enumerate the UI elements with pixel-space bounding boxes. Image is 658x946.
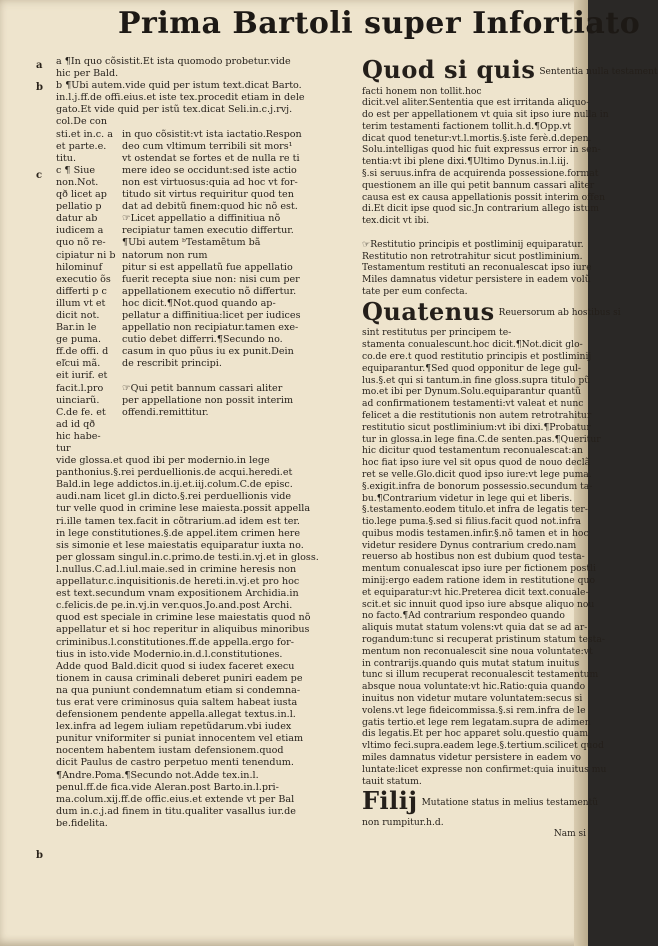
text-line: ¶Andre.Poma.¶Secundo not.Adde tex.in.l. — [56, 769, 259, 781]
text-line: b ¶Ubi autem.vide quid per istum text.dicat Barto. — [56, 80, 302, 92]
text-line: sti.et in.c. a — [56, 128, 113, 140]
text-line: tunc si illum recuperat reconualescit testamentum — [362, 669, 599, 681]
rubric-word: Filij — [362, 786, 418, 816]
text-line: no facto.¶Ad contrarium respondeo quando — [362, 610, 565, 622]
text-line: titu. — [56, 152, 77, 164]
text-line: ☞Licet appellatio a diffinitiua nõ — [122, 213, 281, 225]
text-line: mentum conualescat ipso iure per fictionem postli — [362, 563, 596, 575]
text-line: nocentem habentem iustam defensionem.quod — [56, 745, 284, 757]
left-column — [56, 56, 356, 830]
page-title: Prima Bartoli super Infortiato — [118, 6, 641, 41]
left-intro — [56, 56, 356, 129]
text-line: causa est ex causa appellationis possit interim offen — [362, 191, 606, 203]
text-line: Adde quod Bald.dicit quod si iudex faceret execu — [56, 660, 295, 672]
rubric-note: Reuersorum ab hostibus si — [498, 308, 621, 319]
text-line: casum in quo pũus iu ex punit.Dein — [122, 346, 294, 358]
rubric-quod-si-quis — [362, 55, 658, 85]
rubric-quatenus — [362, 296, 621, 327]
text-line: Bald.in lege addictos.in.ij.et.iij.colum.C.de episc. — [56, 479, 293, 491]
text-line: non est virtuosus:quia ad hoc vt for- — [122, 176, 298, 188]
text-line: appellatur et si hoc reperitur in aliquibus minoribus — [56, 624, 310, 636]
text-line: hic dicitur quod testamentum reconualescat:an — [362, 445, 583, 457]
text-line: tur velle quod in crimine lese maiesta.possit appella — [56, 503, 311, 515]
text-line: ad confirmationem testamenti:vt valeat et nunc — [362, 398, 584, 410]
left-lower-commentary — [56, 455, 356, 830]
right-block-1 — [362, 85, 609, 251]
text-line: scit.et sic innuit quod ipso iure absque aliquo nou — [362, 598, 595, 610]
text-line: penul.ff.de fica.vide Aleran.post Barto.in.l.pri- — [56, 781, 279, 793]
text-line: luntate:licet expresse non confirmet:quia inuitus mu — [362, 763, 607, 775]
margin-mark: c — [36, 170, 43, 181]
text-line: tius in isto.vide Modernio.in.d.l.constitutiones. — [56, 648, 283, 660]
text-line: defensionem pendente appella.allegat textus.in.l. — [56, 709, 296, 721]
text-line: dum in.c.j.ad finem in titu.qualiter vasallus iur.de — [56, 805, 296, 817]
right-block-3 — [362, 327, 607, 787]
marginal-gloss — [56, 129, 118, 456]
text-line: executio õs — [56, 273, 111, 285]
text-line: l.nullus.C.ad.l.iul.maie.sed in crimine heresis non — [56, 563, 297, 575]
text-line: per appellatione non possit interim — [122, 394, 294, 406]
text-line: eľcui mã. — [56, 358, 101, 370]
text-line: in.l.j.ff.de offi.eius.et iste tex.procedit etiam in dele — [56, 92, 305, 104]
text-line: quo nõ re- — [56, 237, 106, 249]
text-line: hic habe- — [56, 430, 101, 442]
text-line: Testamentum restituti an reconualescat ipso iure — [362, 262, 592, 274]
text-line: dicit Paulus de castro perpetuo menti tenendum. — [56, 757, 294, 769]
text-line: deo cum vltimum terribili sit mors¹ — [122, 140, 293, 152]
text-line: fuerit recepta siue non: nisi cum per — [122, 273, 300, 285]
text-line: est text.secundum vnam expositionem Archidia.in — [56, 588, 299, 600]
text-line: ge puma. — [56, 334, 102, 346]
text-line: na qua puniunt condemnatum etiam si condemna- — [56, 684, 301, 696]
text-line: panthonius.§.rei perduellionis.de acqui.heredi.et — [56, 467, 293, 479]
text-line: illum vt et — [56, 297, 106, 309]
text-line: mere ideo se occidunt:sed iste actio — [122, 164, 297, 176]
text-line: ret se velle.Glo.dicit quod ipso iure:vt lege puma. — [362, 468, 592, 480]
text-line: facit.l.pro — [56, 382, 104, 394]
rubric-word: Quatenus — [362, 296, 495, 326]
text-line: felicet a die restitutionis non autem retrotrahitur — [362, 409, 592, 421]
text-line: aliquis mutat statum volens:vt quia dat se ad ar- — [362, 622, 588, 634]
text-line: criminibus.l.constitutiones.ff.de appella.ergo for- — [56, 636, 294, 648]
main-commentary — [122, 129, 356, 456]
text-line: differti p c — [56, 285, 107, 297]
text-line: lus.§.et qui si tantum.in fine gloss.supra titulo pũ — [362, 374, 591, 386]
text-line: dicit.vel aliter.Sententia que est irritanda aliquo- — [362, 97, 590, 109]
text-line: in contrarijs.quando quis mutat statum inuitus — [362, 657, 580, 669]
rubric-note: Mutatione status in melius testamentũ — [421, 797, 599, 808]
text-line: be.fidelita. — [56, 817, 108, 829]
text-line: audi.nam licet gl.in dicto.§.rei perduellionis vide — [56, 491, 292, 503]
text-line: appellatio non recipiatur.tamen exe- — [122, 322, 299, 334]
text-line: hic per Bald. — [56, 68, 119, 80]
text-line: dicit not. — [56, 309, 100, 321]
text-line: recipiatur tamen executio differtur. — [122, 225, 294, 237]
text-line: a ¶In quo cõsistit.Et ista quomodo probetur.vide — [56, 56, 291, 67]
text-line: terim testamenti factionem tollit.h.d.¶Opp.vt — [362, 120, 572, 132]
text-line: §.exigit.infra de bonorum possessio.secundum ta- — [362, 480, 593, 492]
text-line: uinciarũ. — [56, 394, 100, 406]
text-line: tauit statum. — [362, 775, 422, 787]
right-column — [362, 55, 658, 841]
text-line: dat ad debitũ finem:quod hic nõ est. — [122, 201, 298, 213]
text-line: iudicem a — [56, 225, 104, 237]
text-line: videtur residere Dynus contrarium credo.nam — [362, 539, 577, 551]
text-line: tio.lege puma.§.sed si filius.facit quod not.infra — [362, 516, 581, 528]
text-line: titudo sit virtus requiritur quod ten — [122, 189, 294, 201]
text-line: cipiatur ni b — [56, 249, 116, 261]
text-line: ¶Ubi autem ᵇTestamẽtum bã — [122, 237, 261, 249]
text-line: tur in glossa.in lege fina.C.de senten.pas.¶Queritur — [362, 433, 601, 445]
text-line: tionem in causa criminali deberet puniri eadem pe — [56, 672, 303, 684]
text-line: lex.infra ad legem iuliam repetũdarum.vbi iudex — [56, 721, 292, 733]
text-line: cutio debet differri.¶Secundo no. — [122, 334, 283, 346]
text-line: pitur si est appellatũ fue appellatio — [122, 261, 293, 273]
text-line: ☞Qui petit bannum cassari aliter — [122, 382, 283, 394]
text-line: dicat quod tenetur:vt.l.mortis.§.iste ferè.d.depen. — [362, 132, 592, 144]
text-line: co.de ere.t quod restitutio principis et postliminij — [362, 350, 592, 362]
text-line: tus erat vere criminosus quia saltem habeat iusta — [56, 696, 298, 708]
text-line: do est per appellationem vt quia sit ipso iure nulla in — [362, 109, 609, 121]
text-line: sis simonie et lese maiestatis equiparatur iuxta no. — [56, 539, 304, 551]
text-line: quibus modis testamen.infir.§.nõ tamen et in hoc — [362, 527, 589, 539]
text-line: in quo cõsistit:vt ista iactatio.Respon — [122, 128, 302, 140]
text-line: equiparantur.¶Sed quod opponitur de lege gul- — [362, 362, 582, 374]
text-line: offendi.remittitur. — [122, 406, 209, 418]
catchword: Nam si — [553, 828, 586, 839]
text-line: ri.ille tamen tex.facit in cõtrarium.ad idem est ter. — [56, 515, 300, 527]
text-line: non rumpitur.h.d. — [362, 816, 444, 828]
text-line: hoc fiat ipso iure vel sit opus quod de nouo declã — [362, 457, 591, 469]
text-line: appellationem executio nõ differtur. — [122, 285, 297, 297]
text-line: hoc dicit.¶Not.quod quando ap- — [122, 297, 276, 309]
text-line: vltimo feci.supra.eadem lege.§.tertium.scilicet quod — [362, 740, 604, 752]
text-line: C.de fe. et — [56, 406, 106, 418]
text-line: punitur vniformiter si puniat innocentem vel etiam — [56, 733, 304, 745]
text-line: appellatur.c.inquisitionis.de hereti.in.vj.et pro hoc — [56, 576, 300, 588]
rubric-note: Sententia nulla testament — [539, 66, 658, 77]
text-line: natorum non rum — [122, 249, 208, 261]
text-line: tate per eum confecta. — [362, 286, 468, 298]
text-line: facti honem non tollit.hoc — [362, 85, 482, 97]
text-line: col.De con — [56, 116, 108, 128]
text-line: gato.Et vide quid per istũ tex.dicat Seli.in.c.j.rvj. — [56, 104, 293, 116]
rubric-filij — [362, 786, 599, 816]
text-line: di.Et dicit ipse quod sic.Jn contrarium allego istum — [362, 203, 599, 215]
text-line: Solu.intelligas quod hic fuit expressus error in sen- — [362, 144, 601, 156]
text-line: dis legatis.Et per hoc apparet solu.questio quam — [362, 728, 589, 740]
right-block-2 — [362, 250, 592, 298]
text-line: ff.de offi. d — [56, 346, 109, 358]
text-line: mo.et ibi per Dynum.Solu.equiparantur quantũ — [362, 386, 582, 398]
text-line — [122, 370, 356, 382]
text-line: pellatur a diffinitiua:licet per iudices — [122, 309, 301, 321]
text-line: Restitutio non retrotrahitur sicut postliminium. — [362, 250, 583, 262]
text-line: de rescribit principi. — [122, 358, 222, 370]
text-line: hilominuf — [56, 261, 103, 273]
margin-mark: b — [36, 82, 43, 93]
text-line: eit iurif. et — [56, 370, 108, 382]
text-line: c.felicis.de pe.in.vj.in ver.quos.Jo.and.post Archi. — [56, 600, 293, 612]
text-line: rogandum:tunc si recuperat pristinum statum testa- — [362, 634, 605, 646]
left-split-section — [56, 129, 356, 456]
text-line: pellatio p — [56, 201, 102, 213]
text-line: ☞Restitutio principis et postliminij equiparatur. — [362, 238, 584, 250]
text-line: tex.dicit vt ibi. — [362, 215, 430, 227]
text-line: tur — [56, 443, 71, 454]
text-line: per glossam singul.in.c.primo.de testi.in.vj.et in gloss. — [56, 551, 319, 563]
text-line: questionem an ille qui petit bannum cassari aliter — [362, 179, 595, 191]
right-block-4 — [362, 817, 586, 829]
margin-mark: a — [36, 60, 43, 71]
text-line: non.Not. — [56, 176, 99, 188]
text-line: miles damnatus videtur persistere in eadem vo — [362, 752, 582, 764]
text-line: reuerso ab hostibus non est dubium quod testa- — [362, 551, 585, 563]
text-line: volens.vt lege fideicommissa.§.si rem.infra de le — [362, 704, 586, 716]
text-line: vt ostendat se fortes et de nulla re ti — [122, 152, 300, 164]
text-line: mentum non reconualescit sine noua voluntate:vt — [362, 645, 593, 657]
text-line: c ¶ Siue — [56, 164, 96, 176]
text-line: gatis tertio.et lege rem legatam.supra de adimen — [362, 716, 591, 728]
margin-marks — [0, 0, 56, 946]
text-line: inuitus non videtur mutare voluntatem:secus si — [362, 693, 583, 705]
margin-mark: b — [36, 850, 43, 861]
text-line: in lege constitutiones.§.de appel.item crimen here — [56, 527, 301, 539]
text-line: absque noua voluntate:vt hic.Ratio:quia quando — [362, 681, 586, 693]
text-line: vide glossa.et quod ibi per modernio.in lege — [56, 455, 270, 467]
text-line: §.testamento.eodem titulo.et infra de legatis ter- — [362, 504, 588, 516]
text-line: sint restitutus per principem te- — [362, 327, 512, 339]
text-line: et equiparatur:vt hic.Preterea dicit text.conuale- — [362, 586, 589, 598]
text-line: tentia:vt ibi plene dixi.¶Ultimo Dynus.in.l.iij. — [362, 156, 569, 168]
text-line: Bar.in le — [56, 322, 97, 334]
text-line: datur ab — [56, 213, 98, 225]
text-line: quod est speciale in crimine lese maiestatis quod nõ — [56, 612, 311, 624]
text-line — [362, 227, 586, 239]
text-line: bu.¶Contrarium videtur in lege qui et liberis. — [362, 492, 573, 504]
text-line: et parte.e. — [56, 140, 107, 152]
text-line: §.si seruus.infra de acquirenda possessione.format — [362, 168, 599, 180]
text-line: minij:ergo eadem ratione idem in restitutione quo — [362, 575, 595, 587]
text-line: Miles damnatus videtur persistere in eadem volũ — [362, 274, 591, 286]
rubric-word: Quod si quis — [362, 55, 536, 84]
text-line: qð licet ap — [56, 189, 107, 201]
text-line: stamenta conualescunt.hoc dicit.¶Not.dicit glo- — [362, 339, 583, 351]
text-line: restitutio sicut postliminium:vt ibi dixi.¶Probatur — [362, 421, 591, 433]
text-line: ad id qð — [56, 418, 96, 430]
text-line: ma.colum.xij.ff.de offic.eius.et extende vt per Bal — [56, 793, 295, 805]
